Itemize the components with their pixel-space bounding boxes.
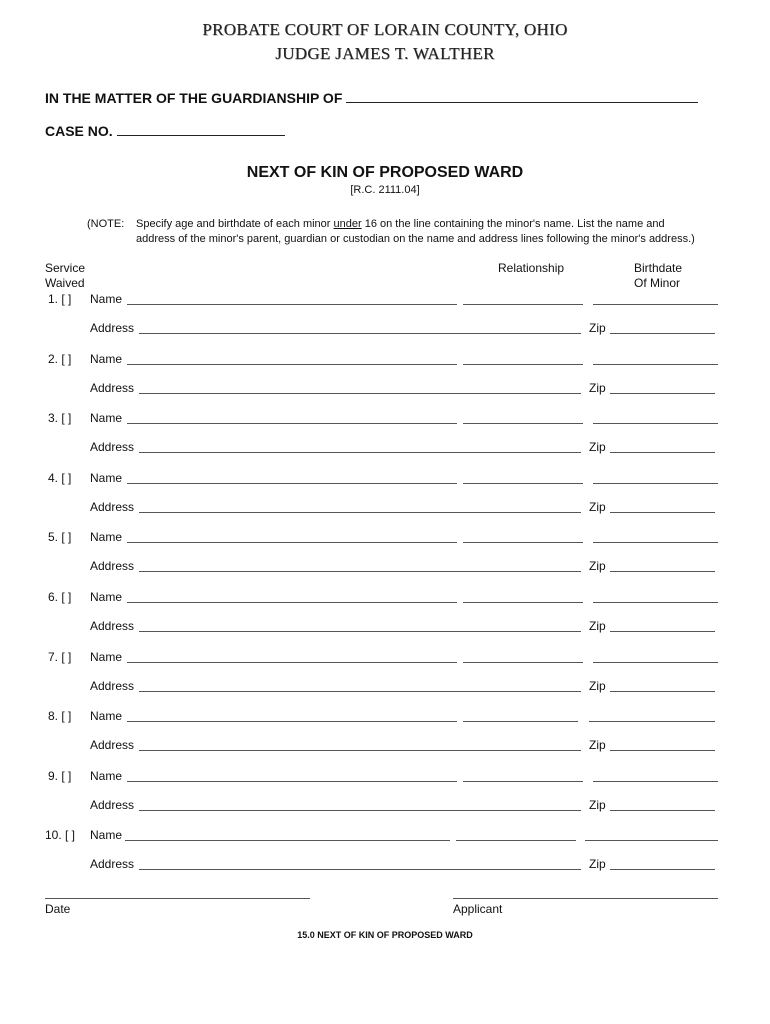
address-label: Address — [90, 798, 135, 812]
address-label: Address — [90, 559, 135, 573]
address-field[interactable] — [139, 512, 581, 513]
name-field[interactable] — [127, 483, 457, 484]
service-waived-checkbox[interactable]: 8. [ ] — [48, 709, 72, 723]
address-label: Address — [90, 321, 135, 335]
note-text-b: 16 on the line containing the minor's name. List the name and — [361, 218, 665, 230]
service-header-line1: Service — [45, 261, 86, 275]
birthdate-field[interactable] — [593, 423, 718, 424]
zip-label: Zip — [589, 559, 606, 573]
address-field[interactable] — [139, 393, 581, 394]
service-waived-checkbox[interactable]: 1. [ ] — [48, 292, 72, 306]
address-field[interactable] — [139, 869, 581, 870]
guardianship-name-field[interactable] — [346, 88, 698, 103]
relationship-field[interactable] — [463, 423, 583, 424]
relationship-field[interactable] — [463, 602, 583, 603]
name-label: Name — [90, 590, 123, 604]
birthdate-field[interactable] — [585, 840, 718, 841]
relationship-field[interactable] — [463, 542, 583, 543]
zip-field[interactable] — [610, 869, 715, 870]
relationship-field[interactable] — [463, 304, 583, 305]
birthdate-field[interactable] — [593, 781, 718, 782]
birthdate-field[interactable] — [593, 602, 718, 603]
name-label: Name — [90, 292, 123, 306]
address-field[interactable] — [139, 333, 581, 334]
name-field[interactable] — [127, 602, 457, 603]
note-under: under — [333, 218, 362, 230]
relationship-field[interactable] — [463, 721, 578, 722]
zip-field[interactable] — [610, 691, 715, 692]
zip-label: Zip — [589, 679, 606, 693]
birthdate-field[interactable] — [589, 721, 715, 722]
address-field[interactable] — [139, 810, 581, 811]
applicant-signature-line[interactable] — [453, 898, 718, 899]
zip-field[interactable] — [610, 571, 715, 572]
date-signature-line[interactable] — [45, 898, 310, 899]
address-label: Address — [90, 440, 135, 454]
name-label: Name — [90, 352, 123, 366]
zip-field[interactable] — [610, 750, 715, 751]
birthdate-field[interactable] — [593, 542, 718, 543]
note-text-line2: address of the minor's parent, guardian or custodian on the name and address lines following the minor's address.) — [136, 233, 695, 245]
name-field[interactable] — [127, 304, 457, 305]
address-label: Address — [90, 679, 135, 693]
zip-field[interactable] — [610, 512, 715, 513]
name-field[interactable] — [127, 364, 457, 365]
name-label: Name — [90, 530, 123, 544]
birthdate-field[interactable] — [593, 304, 718, 305]
name-label: Name — [90, 471, 123, 485]
name-field[interactable] — [127, 721, 457, 722]
zip-label: Zip — [589, 440, 606, 454]
address-field[interactable] — [139, 571, 581, 572]
address-label: Address — [90, 738, 135, 752]
zip-label: Zip — [589, 381, 606, 395]
service-waived-checkbox[interactable]: 6. [ ] — [48, 590, 72, 604]
zip-label: Zip — [589, 500, 606, 514]
case-heading — [45, 121, 285, 139]
form-title: NEXT OF KIN OF PROPOSED WARD — [246, 164, 524, 181]
note-text-a: Specify age and birthdate of each minor — [136, 218, 334, 230]
service-waived-checkbox[interactable]: 4. [ ] — [48, 471, 72, 485]
service-header-line2: Waived — [45, 276, 85, 290]
address-field[interactable] — [139, 631, 581, 632]
name-field[interactable] — [127, 423, 457, 424]
applicant-label: Applicant — [453, 902, 503, 916]
zip-label: Zip — [589, 798, 606, 812]
address-label: Address — [90, 381, 135, 395]
address-label: Address — [90, 857, 135, 871]
service-waived-checkbox[interactable]: 10. [ ] — [45, 828, 76, 842]
name-field[interactable] — [125, 840, 450, 841]
zip-field[interactable] — [610, 333, 715, 334]
service-waived-checkbox[interactable]: 3. [ ] — [48, 411, 72, 425]
zip-field[interactable] — [610, 393, 715, 394]
relationship-field[interactable] — [463, 483, 583, 484]
judge-name: JUDGE JAMES T. WALTHER — [275, 44, 495, 63]
note-label: (NOTE: — [87, 218, 125, 230]
name-label: Name — [90, 828, 123, 842]
zip-field[interactable] — [610, 452, 715, 453]
name-field[interactable] — [127, 542, 457, 543]
birthdate-header — [634, 261, 682, 291]
address-label: Address — [90, 619, 135, 633]
case-number-field[interactable] — [117, 121, 285, 136]
matter-heading — [45, 88, 698, 106]
address-field[interactable] — [139, 750, 581, 751]
instruction-note — [87, 217, 727, 247]
birthdate-field[interactable] — [593, 483, 718, 484]
service-waived-checkbox[interactable]: 9. [ ] — [48, 769, 72, 783]
birthdate-header-line1: Birthdate — [634, 261, 683, 275]
service-waived-header — [45, 261, 85, 291]
name-field[interactable] — [127, 781, 457, 782]
name-label: Name — [90, 769, 123, 783]
birthdate-field[interactable] — [593, 662, 718, 663]
address-label: Address — [90, 500, 135, 514]
service-waived-checkbox[interactable]: 2. [ ] — [48, 352, 72, 366]
zip-label: Zip — [589, 857, 606, 871]
service-waived-checkbox[interactable]: 7. [ ] — [48, 650, 72, 664]
zip-label: Zip — [589, 619, 606, 633]
relationship-field[interactable] — [456, 840, 576, 841]
statute-reference: [R.C. 2111.04] — [350, 184, 420, 196]
address-field[interactable] — [139, 452, 581, 453]
zip-label: Zip — [589, 321, 606, 335]
matter-label: IN THE MATTER OF THE GUARDIANSHIP OF — [45, 90, 343, 106]
court-name: PROBATE COURT OF LORAIN COUNTY, OHIO — [202, 20, 568, 39]
name-label: Name — [90, 650, 123, 664]
name-label: Name — [90, 709, 123, 723]
birthdate-header-line2: Of Minor — [634, 276, 681, 290]
name-field[interactable] — [127, 662, 457, 663]
relationship-field[interactable] — [463, 662, 583, 663]
form-footer: 15.0 NEXT OF KIN OF PROPOSED WARD — [297, 930, 473, 940]
case-label: CASE NO. — [45, 123, 113, 139]
relationship-field[interactable] — [463, 781, 583, 782]
zip-label: Zip — [589, 738, 606, 752]
relationship-header: Relationship — [498, 261, 565, 275]
name-label: Name — [90, 411, 123, 425]
zip-field[interactable] — [610, 631, 715, 632]
date-label: Date — [45, 902, 71, 916]
zip-field[interactable] — [610, 810, 715, 811]
birthdate-field[interactable] — [593, 364, 718, 365]
service-waived-checkbox[interactable]: 5. [ ] — [48, 530, 72, 544]
relationship-field[interactable] — [463, 364, 583, 365]
address-field[interactable] — [139, 691, 581, 692]
